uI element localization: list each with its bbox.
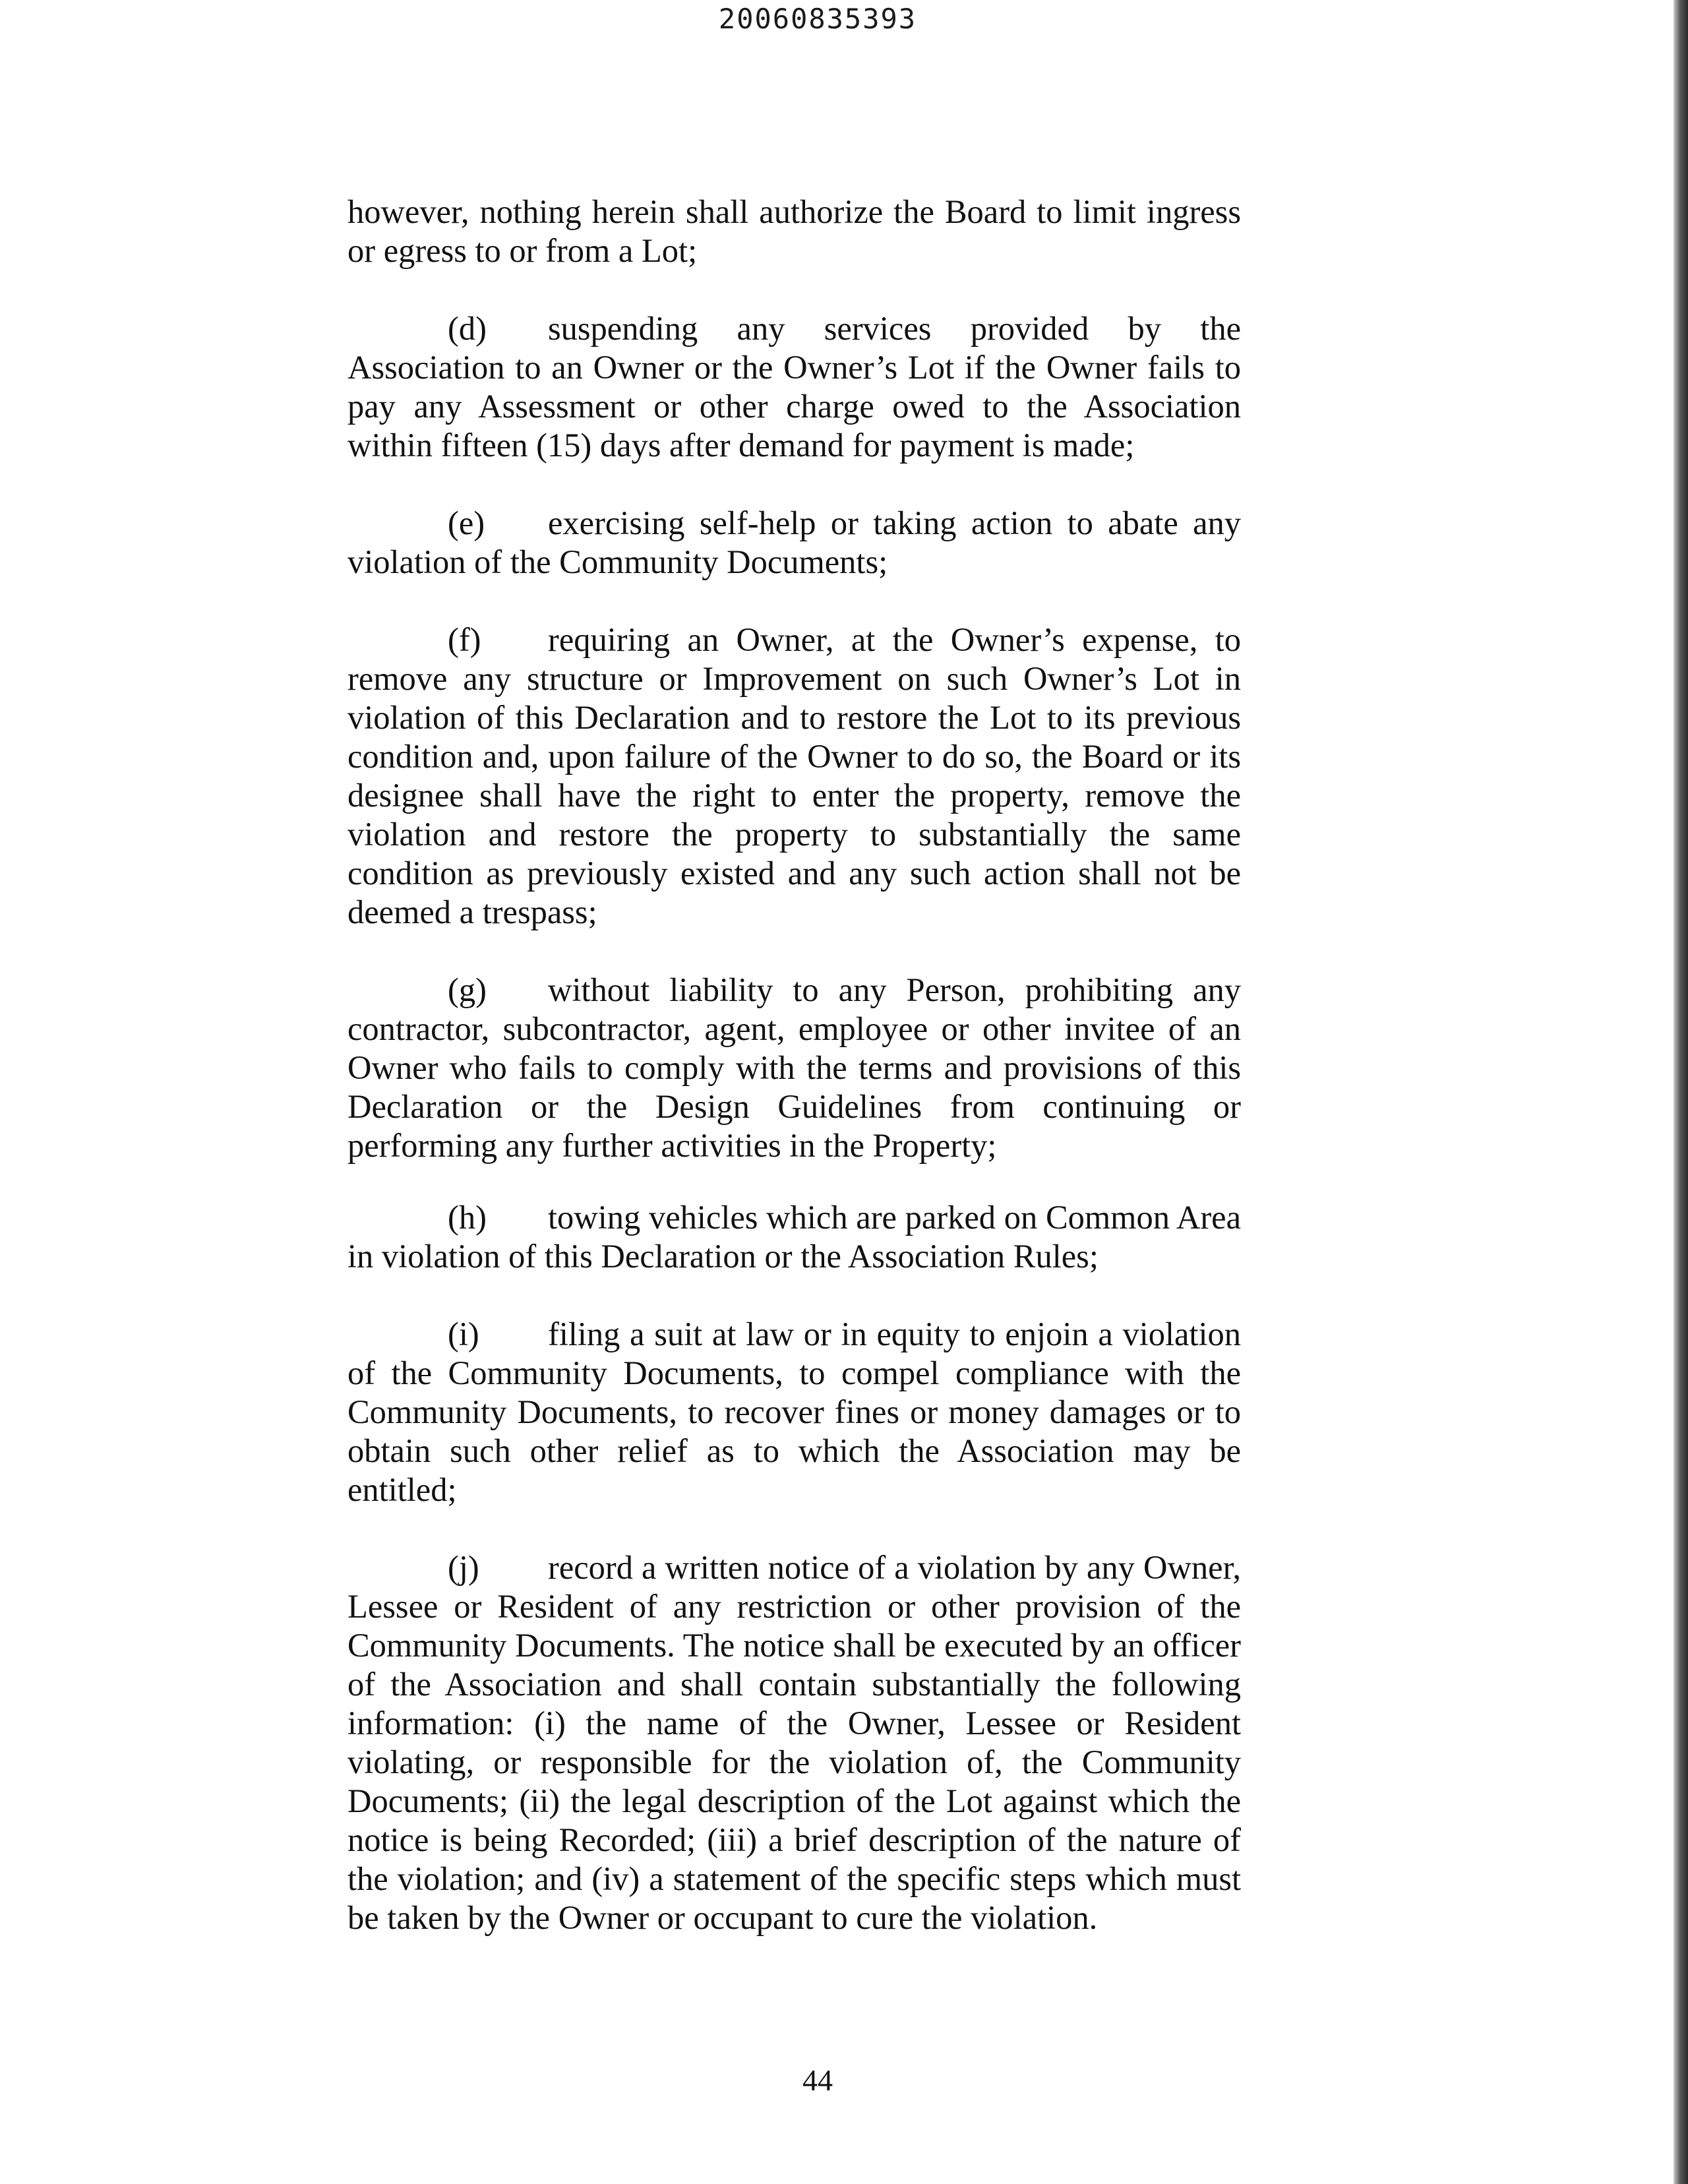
scan-edge-shadow — [1673, 0, 1688, 2184]
list-item-d — [347, 309, 1241, 465]
item-label: (h) — [448, 1199, 487, 1236]
item-text: requiring an Owner, at the Owner’s expense, to remove any structure or Improvement on such Owner’s Lot in violation of this Declaration and to restore the Lot to its previous condition and, upon failure of the Owner to do so, the Board or its designee shall have the right to enter the property, remove the violation and restore the property to substantially the same condition as previously existed and any such action shall not be deemed a trespass; — [347, 621, 1241, 930]
item-text: filing a suit at law or in equity to enjoin a violation of the Community Documents, to compel compliance with the Community Documents, to recover fines or money damages or to obtain such other relief as to which the Association may be entitled; — [347, 1316, 1241, 1508]
list-item-g — [347, 971, 1241, 1165]
page-number: 44 — [802, 2063, 833, 2097]
item-text: record a written notice of a violation by any Owner, Lessee or Resident of any restriction or other provision of the Community Documents. The notice shall be executed by an officer of the Association and shall contain substantially the following information: (i) the name of the Owner, Lessee or Resident violating, or responsible for the violation of, the Community Documents; (ii) the legal description of the Lot against which the notice is being Recorded; (iii) a brief description of the nature of the violation; and (iv) a statement of the specific steps which must be taken by the Owner or occupant to cure the violation. — [347, 1549, 1241, 1936]
item-text: towing vehicles which are parked on Common Area in violation of this Declaration or the Association Rules; — [347, 1199, 1241, 1275]
item-label: (f) — [448, 621, 481, 658]
list-item-i — [347, 1315, 1241, 1509]
item-text: exercising self-help or taking action to abate any violation of the Community Documents; — [347, 504, 1241, 580]
item-text: without liability to any Person, prohibiting any contractor, subcontractor, agent, employee or other invitee of an Owner who fails to comply with the terms and provisions of this Declaration or the Design Guidelines from continuing or performing any further activities in the Property; — [347, 971, 1241, 1164]
document-number: 20060835393 — [718, 3, 917, 35]
item-label: (e) — [448, 504, 485, 541]
list-item-h — [347, 1198, 1241, 1276]
item-label: (g) — [448, 971, 487, 1008]
item-label: (i) — [448, 1316, 479, 1352]
item-text: suspending any services provided by the Association to an Owner or the Owner’s Lot if the Owner fails to pay any Assessment or other charge owed to the Association within fifteen (15) days after demand for payment is made; — [347, 310, 1241, 464]
list-item-f — [347, 621, 1241, 932]
document-body — [347, 193, 1241, 1976]
item-label: (d) — [448, 310, 487, 347]
list-item-e — [347, 504, 1241, 582]
list-item-j — [347, 1548, 1241, 1937]
item-label: (j) — [448, 1549, 479, 1586]
intro-paragraph: however, nothing herein shall authorize the Board to limit ingress or egress to or from a Lot; — [347, 193, 1241, 269]
